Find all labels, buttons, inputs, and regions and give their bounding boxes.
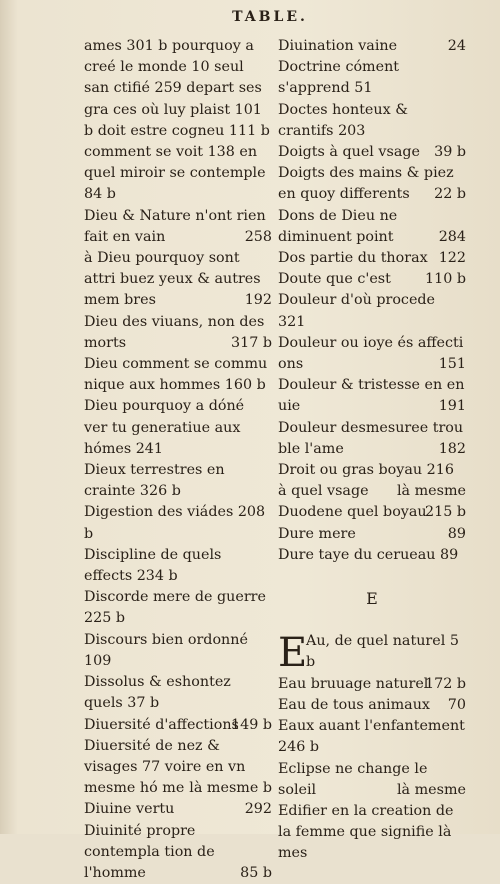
entry-text: Eau bruuage naturel — [278, 675, 429, 692]
page-reference: 149 b — [231, 716, 272, 733]
entry-text: Douleur ou ioye és affecti ons — [278, 334, 464, 373]
index-entry — [278, 100, 466, 142]
entry-text: Eclipse ne change le soleil — [278, 760, 428, 798]
entry-text: Dure mere — [278, 525, 356, 542]
index-entry — [84, 460, 272, 502]
index-entry — [84, 354, 272, 396]
entry-text: Diuersité d'affections — [84, 716, 239, 733]
index-entry — [84, 312, 272, 354]
index-entry — [278, 57, 466, 99]
entry-text: Douleur & tristesse en en uie — [278, 377, 465, 415]
index-entry — [84, 206, 272, 248]
index-entry — [278, 716, 466, 758]
entry-text: Dieu comment se commu nique aux hommes 160 b — [84, 356, 268, 394]
entry-text: Dissolus & eshontez quels 37 b — [84, 674, 231, 712]
header-title: TABLE. — [232, 9, 308, 25]
page-reference: 89 — [447, 525, 466, 542]
entry-text: Droit ou gras boyau 216 à quel vsage — [278, 462, 454, 500]
index-entry — [84, 587, 272, 629]
drop-cap-letter: E — [278, 630, 308, 677]
page-reference: 70 — [447, 696, 466, 713]
entry-text: Edifier en la creation de la femme que signifie là mes — [278, 802, 454, 862]
entry-text: Doctrine cóment s'apprend 51 — [278, 59, 400, 97]
page-reference: là mesme b — [189, 780, 272, 797]
right-column-e-entries — [278, 631, 466, 864]
index-entry — [84, 736, 272, 800]
index-entry — [278, 460, 466, 502]
entry-text: Eau de tous animaux — [278, 696, 430, 713]
entry-text: Discorde mere de guerre 225 b — [84, 589, 266, 627]
entry-text: Douleur d'où procede 321 — [278, 292, 436, 330]
entry-text: Dieu & Nature n'ont rien fait en vain — [84, 207, 266, 245]
index-entry — [84, 36, 272, 206]
index-entry — [84, 545, 272, 587]
entry-text: Diuersité de nez & visages 77 voire en vn mesme hó me — [84, 737, 246, 797]
running-header — [0, 6, 500, 28]
index-entry — [278, 248, 466, 269]
page-reference: 192 — [244, 292, 272, 309]
index-entry — [278, 290, 466, 332]
right-column-d-entries — [278, 36, 466, 566]
page-reference: 122 — [438, 250, 466, 267]
page-reference: 151 — [438, 356, 466, 373]
index-entry — [84, 396, 272, 460]
page-reference: 22 b — [434, 186, 466, 203]
index-entry — [278, 375, 466, 417]
index-entry — [278, 630, 466, 677]
index-entry — [278, 333, 466, 375]
index-entry — [278, 674, 466, 695]
page-reference: 215 b — [425, 504, 466, 521]
entry-text: Discours bien ordonné 109 — [84, 631, 248, 669]
index-entry — [278, 142, 466, 163]
page-reference: 182 — [438, 440, 466, 457]
entry-text: Dos partie du thorax — [278, 250, 428, 267]
entry-text: ames 301 b pourquoy a creé le monde 10 seul san ctifié 259 depart ses gra ces où luy plaist 101 b doit estre cogneu 111 b comment se voit 138 en quel miroir se contemple 84 b — [84, 38, 270, 203]
entry-text: Eaux auant l'enfantement 246 b — [278, 718, 465, 756]
page-reference: 258 — [244, 228, 272, 245]
page-reference: 191 — [438, 398, 466, 415]
index-entry — [278, 695, 466, 716]
index-entry — [84, 248, 272, 312]
entry-text: Dure taye du cerueau 89 — [278, 546, 459, 563]
index-entry — [278, 759, 466, 801]
entry-text: Douleur desmesuree trou ble l'ame — [278, 419, 464, 457]
entry-text: Au, de quel naturel 5 b — [306, 633, 459, 671]
index-entry — [84, 799, 272, 820]
index-entry — [278, 206, 466, 248]
entry-text: Discipline de quels effects 234 b — [84, 546, 222, 585]
page-reference: 292 — [244, 801, 272, 818]
entry-text: Diuination vaine — [278, 38, 398, 54]
page-reference: 317 b — [231, 334, 272, 351]
entry-text: Duodene quel boyau — [278, 504, 427, 521]
index-entry — [278, 163, 466, 205]
entry-text: Doute que c'est — [278, 271, 391, 288]
entry-text: Dieu des viuans, non des morts — [84, 313, 265, 351]
index-entry — [84, 630, 272, 672]
index-entry — [278, 269, 466, 290]
page-reference: là mesme — [396, 483, 466, 500]
right-column — [278, 36, 466, 865]
entry-text: Doigts des mains & piez en quoy differents — [278, 165, 454, 203]
page-reference: 24 — [447, 38, 466, 54]
left-column — [84, 36, 272, 884]
index-entry — [278, 502, 466, 523]
entry-text: Diuinité propre contempla tion de l'homme — [84, 822, 215, 881]
entry-text: Doctes honteux & crantifs 203 — [278, 101, 408, 139]
entry-text: à Dieu pourquoy sont attri buez yeux & autres mem bres — [84, 250, 261, 309]
entry-text: Dieux terrestres en crainte 326 b — [84, 462, 225, 500]
page-reference: 110 b — [425, 271, 466, 288]
page-reference: là mesme — [396, 781, 466, 798]
section-letter-e: E — [366, 589, 378, 609]
index-entry — [84, 502, 272, 544]
entry-text: Dieu pourquoy a dóné ver tu generatiue aux hómes 241 — [84, 398, 245, 457]
page-reference: 284 — [438, 228, 466, 245]
index-entry — [278, 524, 466, 545]
page-reference: 39 b — [434, 144, 466, 161]
entry-text: Digestion des viádes 208 b — [84, 504, 266, 542]
index-entry — [278, 418, 466, 460]
index-entry — [84, 715, 272, 736]
index-entry — [84, 672, 272, 714]
entry-text: Diuine vertu — [84, 801, 175, 818]
index-entry — [278, 545, 466, 566]
page-reference: 172 b — [425, 675, 466, 692]
index-entry — [84, 821, 272, 884]
page-reference: 85 b — [240, 864, 272, 881]
entry-text: Dons de Dieu ne diminuent point — [278, 207, 398, 245]
index-entry — [278, 801, 466, 865]
entry-text: Doigts à quel vsage — [278, 144, 420, 161]
index-entry — [278, 36, 466, 57]
